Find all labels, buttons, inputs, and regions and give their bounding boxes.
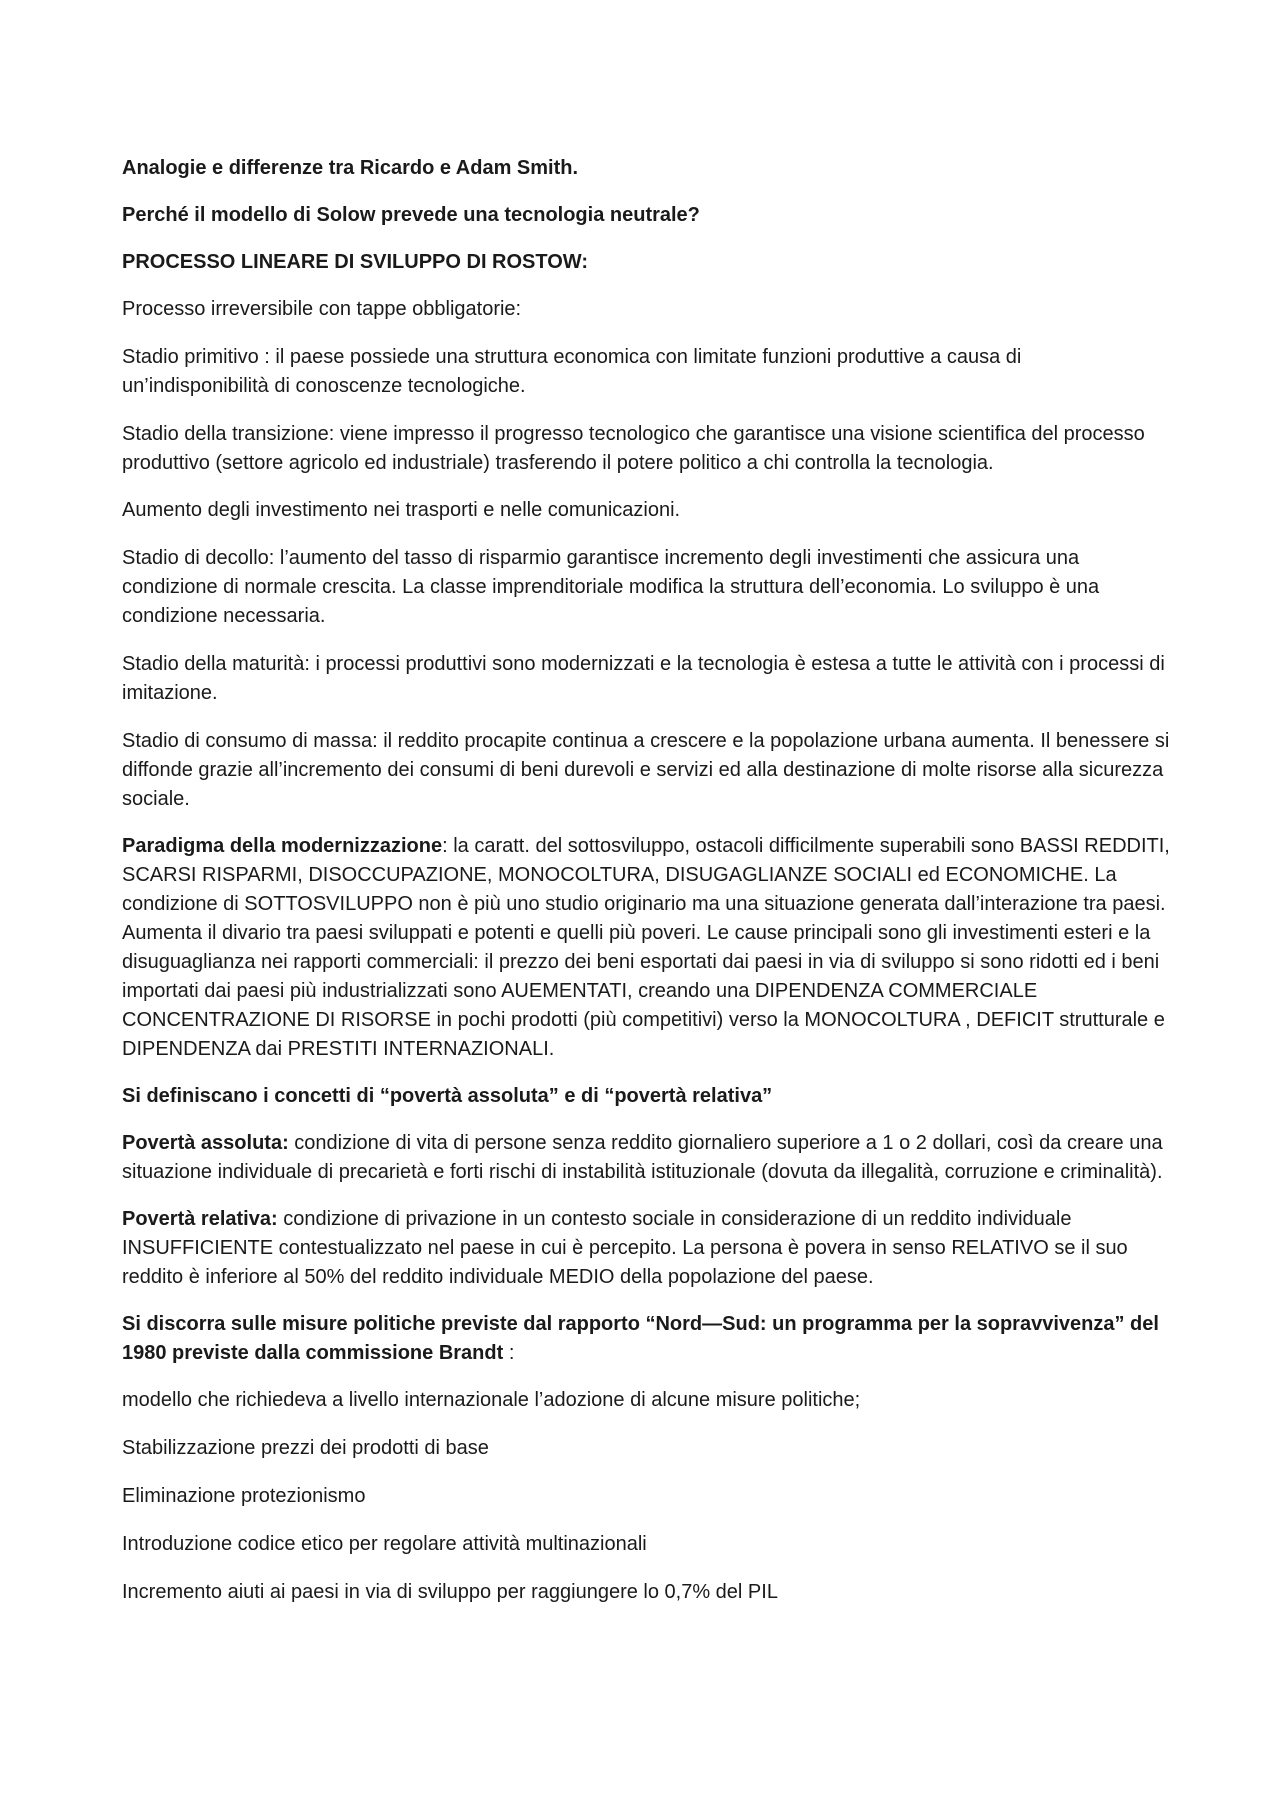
relative-poverty-paragraph bbox=[122, 1205, 1172, 1292]
heading-rostow: PROCESSO LINEARE DI SVILUPPO DI ROSTOW: bbox=[122, 251, 588, 273]
brandt-measure bbox=[122, 1433, 1172, 1463]
rostow-stage bbox=[122, 649, 1172, 708]
modernization-label: Paradigma della modernizzazione bbox=[122, 835, 443, 857]
heading-brandt: Si discorra sulle misure politiche previste dal rapporto “Nord—Sud: un programma per la sopravvivenza” del 1980 previste dalla commissione Brandt bbox=[122, 1313, 1159, 1364]
modernization-text: : la caratt. del sottosviluppo, ostacoli difficilmente superabili sono BASSI REDDITI, SCARSI RISPARMI, DISOCCUPAZIONE, MONOCOLTURA, DISUGAGLIANZE SOCIALI ed ECONOMICHE. La condizione di SOTTOSVILUPPO non è più uno studio originario ma una situazione generata dall’interazione tra paesi. Aumenta il divario tra paesi sviluppati e potenti e quelli più poveri. Le cause principali sono gli investimenti esteri e la disuguaglianza nei rapporti commerciali: il prezzo dei beni esportati dai paesi in via di sviluppo si sono ridotti ed i beni importati dai paesi più industrializzati sono AUEMENTATI, creando una DIPENDENZA COMMERCIALE CONCENTRAZIONE DI RISORSE in pochi prodotti (più competitivi) verso la MONOCOLTURA , DEFICIT strutturale e DIPENDENZA dai PRESTITI INTERNAZIONALI. bbox=[122, 835, 1170, 1060]
rostow-intro: Processo irreversibile con tappe obbligatorie: bbox=[122, 298, 522, 320]
document-page bbox=[122, 154, 1172, 1625]
rostow-stage bbox=[122, 726, 1172, 814]
brandt-measure bbox=[122, 1481, 1172, 1511]
stage-text: Stadio primitivo : il paese possiede una struttura economica con limitate funzioni produttive a causa di un’indisponibilità di conoscenze tecnologiche. bbox=[122, 346, 1022, 397]
brandt-measure bbox=[122, 1529, 1172, 1559]
absolute-poverty-paragraph bbox=[122, 1129, 1172, 1187]
heading-ricardo-smith: Analogie e differenze tra Ricardo e Adam Smith. bbox=[122, 157, 579, 179]
stage-text: Stadio di consumo di massa: il reddito procapite continua a crescere e la popolazione urbana aumenta. Il benessere si diffonde grazie all’incremento dei consumi di beni durevoli e servizi ed alla destinazione di molte risorse alla sicurezza sociale. bbox=[122, 730, 1170, 810]
rostow-stage bbox=[122, 543, 1172, 631]
measure-text: Introduzione codice etico per regolare attività multinazionali bbox=[122, 1533, 647, 1555]
measure-text: Stabilizzazione prezzi dei prodotti di base bbox=[122, 1437, 489, 1459]
heading-poverty: Si definiscano i concetti di “povertà assoluta” e di “povertà relativa” bbox=[122, 1085, 773, 1107]
brandt-heading-paragraph bbox=[122, 1310, 1172, 1368]
rostow-stage bbox=[122, 419, 1172, 478]
absolute-poverty-text: condizione di vita di persone senza reddito giornaliero superiore a 1 o 2 dollari, così da creare una situazione individuale di precarietà e forti rischi di instabilità istituzionale (dovuta da illegalità, corruzione e criminalità). bbox=[122, 1132, 1163, 1183]
measure-text: Incremento aiuti ai paesi in via di sviluppo per raggiungere lo 0,7% del PIL bbox=[122, 1581, 778, 1603]
brandt-intro: modello che richiedeva a livello internazionale l’adozione di alcune misure politiche; bbox=[122, 1389, 861, 1411]
stage-text: Stadio della maturità: i processi produttivi sono modernizzati e la tecnologia è estesa a tutte le attività con i processi di imitazione. bbox=[122, 653, 1165, 704]
heading-solow: Perché il modello di Solow prevede una tecnologia neutrale? bbox=[122, 204, 700, 226]
modernization-paragraph bbox=[122, 832, 1172, 1064]
measure-text: Eliminazione protezionismo bbox=[122, 1485, 366, 1507]
rostow-stage bbox=[122, 342, 1172, 401]
stage-text: Stadio di decollo: l’aumento del tasso di risparmio garantisce incremento degli investimenti che assicura una condizione di normale crescita. La classe imprenditoriale modifica la struttura dell’economia. Lo sviluppo è una condizione necessaria. bbox=[122, 547, 1100, 627]
relative-poverty-text: condizione di privazione in un contesto sociale in considerazione di un reddito individuale INSUFFICIENTE contestualizzato nel paese in cui è percepito. La persona è povera in senso RELATIVO se il suo reddito è inferiore al 50% del reddito individuale MEDIO della popolazione del paese. bbox=[122, 1208, 1128, 1288]
absolute-poverty-label: Povertà assoluta: bbox=[122, 1132, 289, 1154]
brandt-measure bbox=[122, 1577, 1172, 1607]
relative-poverty-label: Povertà relativa: bbox=[122, 1208, 278, 1230]
rostow-investments: Aumento degli investimento nei trasporti e nelle comunicazioni. bbox=[122, 499, 681, 521]
stage-text: Stadio della transizione: viene impresso il progresso tecnologico che garantisce una visione scientifica del processo produttivo (settore agricolo ed industriale) trasferendo il potere politico a chi controlla la tecnologia. bbox=[122, 423, 1145, 474]
heading-brandt-tail: : bbox=[503, 1342, 515, 1364]
